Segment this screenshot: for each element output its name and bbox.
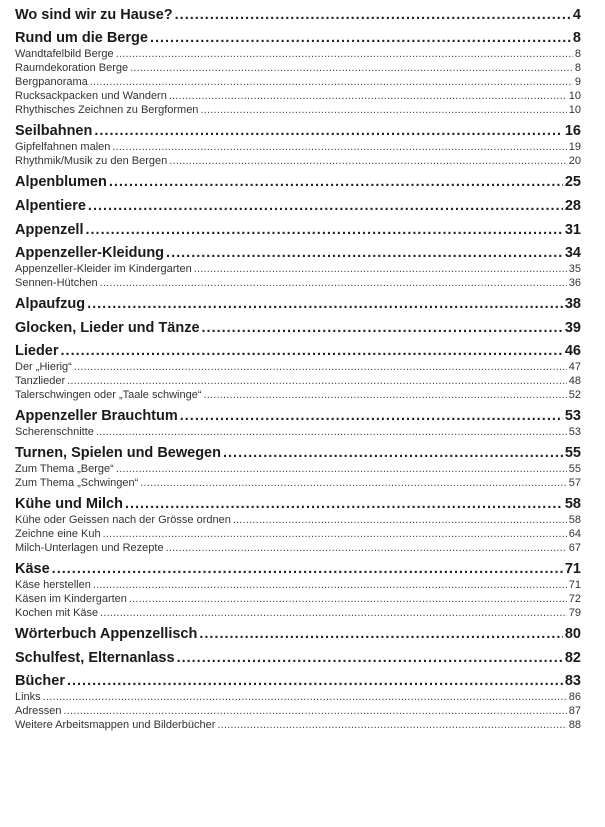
- toc-entry-page: 53: [568, 426, 581, 438]
- dot-leader: [52, 561, 563, 578]
- dot-leader: [85, 222, 562, 239]
- toc-heading-page: 83: [564, 673, 581, 689]
- toc-section: [15, 7, 581, 24]
- toc-section: [15, 445, 581, 490]
- toc-heading[interactable]: [15, 496, 581, 513]
- dot-leader: [61, 343, 563, 360]
- dot-leader: [96, 425, 567, 439]
- toc-entry[interactable]: [15, 578, 581, 592]
- toc-heading-title: Wo sind wir zu Hause?: [15, 7, 173, 23]
- dot-leader: [180, 408, 563, 425]
- dot-leader: [103, 527, 567, 541]
- toc-section: [15, 320, 581, 337]
- toc-entry[interactable]: [15, 103, 581, 117]
- toc-entry-page: 67: [568, 542, 581, 554]
- toc-heading-page: 80: [564, 626, 581, 642]
- toc-entry[interactable]: [15, 704, 581, 718]
- toc-entry-page: 8: [574, 62, 581, 74]
- toc-entry-title: Appenzeller-Kleider im Kindergarten: [15, 263, 192, 275]
- toc-heading-title: Schulfest, Elternanlass: [15, 650, 175, 666]
- toc-heading[interactable]: [15, 30, 581, 47]
- dot-leader: [202, 320, 563, 337]
- dot-leader: [125, 496, 563, 513]
- dot-leader: [223, 445, 563, 462]
- toc-entry-page: 52: [568, 389, 581, 401]
- toc-entry[interactable]: [15, 592, 581, 606]
- toc-heading-title: Käse: [15, 561, 50, 577]
- toc-entry-page: 10: [568, 90, 581, 102]
- toc-heading[interactable]: [15, 198, 581, 215]
- toc-heading-page: 4: [572, 7, 581, 23]
- toc-section: [15, 561, 581, 620]
- toc-entry-title: Sennen-Hütchen: [15, 277, 98, 289]
- toc-entry-page: 79: [568, 607, 581, 619]
- toc-heading[interactable]: [15, 296, 581, 313]
- toc-heading-title: Alpenblumen: [15, 174, 107, 190]
- toc-heading-page: 8: [572, 30, 581, 46]
- toc-entry-title: Weitere Arbeitsmappen und Bilderbücher: [15, 719, 216, 731]
- toc-entry[interactable]: [15, 89, 581, 103]
- toc-entry[interactable]: [15, 476, 581, 490]
- toc-heading-title: Appenzell: [15, 222, 84, 238]
- toc-heading-page: 53: [564, 408, 581, 424]
- dot-leader: [87, 296, 563, 313]
- toc-heading[interactable]: [15, 7, 581, 24]
- toc-entry-title: Zeichne eine Kuh: [15, 528, 101, 540]
- toc-heading-title: Glocken, Lieder und Tänze: [15, 320, 200, 336]
- toc-entry[interactable]: [15, 690, 581, 704]
- dot-leader: [203, 388, 566, 402]
- toc-entry[interactable]: [15, 718, 581, 732]
- toc-entry-title: Gipfelfahnen malen: [15, 141, 111, 153]
- toc-section: [15, 30, 581, 117]
- toc-section: [15, 408, 581, 439]
- dot-leader: [63, 704, 566, 718]
- toc-entry-title: Milch-Unterlagen und Rezepte: [15, 542, 164, 554]
- toc-section: [15, 626, 581, 643]
- toc-entry[interactable]: [15, 75, 581, 89]
- toc-heading[interactable]: [15, 222, 581, 239]
- toc-entry-title: Wandtafelbild Berge: [15, 48, 114, 60]
- toc-entry-title: Raumdekoration Berge: [15, 62, 129, 74]
- toc-entry-page: 57: [568, 477, 581, 489]
- toc-entry[interactable]: [15, 276, 581, 290]
- toc-entry-title: Rhythisches Zeichnen zu Bergformen: [15, 104, 199, 116]
- toc-section: [15, 650, 581, 667]
- toc-heading-page: 58: [564, 496, 581, 512]
- toc-heading-title: Turnen, Spielen und Bewegen: [15, 445, 221, 461]
- toc-heading[interactable]: [15, 650, 581, 667]
- toc-entry-page: 8: [574, 48, 581, 60]
- dot-leader: [129, 592, 567, 606]
- toc-entry[interactable]: [15, 606, 581, 620]
- toc-entry[interactable]: [15, 61, 581, 75]
- toc-heading-title: Wörterbuch Appenzellisch: [15, 626, 198, 642]
- dot-leader: [112, 140, 566, 154]
- dot-leader: [166, 541, 567, 555]
- dot-leader: [93, 578, 567, 592]
- toc-entry-page: 36: [568, 277, 581, 289]
- toc-section: [15, 296, 581, 313]
- toc-entry[interactable]: [15, 154, 581, 168]
- toc-section: [15, 245, 581, 290]
- dot-leader: [199, 626, 563, 643]
- toc-heading[interactable]: [15, 320, 581, 337]
- toc-entry-title: Käsen im Kindergarten: [15, 593, 127, 605]
- toc-heading-title: Kühe und Milch: [15, 496, 123, 512]
- dot-leader: [90, 75, 573, 89]
- toc-heading-title: Alpaufzug: [15, 296, 86, 312]
- dot-leader: [94, 123, 563, 140]
- toc-heading-page: 55: [564, 445, 581, 461]
- toc-entry-title: Scherenschnitte: [15, 426, 94, 438]
- dot-leader: [100, 276, 567, 290]
- toc-heading-page: 38: [564, 296, 581, 312]
- toc-entry-page: 55: [568, 463, 581, 475]
- toc-heading-title: Appenzeller Brauchtum: [15, 408, 178, 424]
- dot-leader: [116, 462, 567, 476]
- toc-entry-page: 10: [568, 104, 581, 116]
- toc-entry[interactable]: [15, 541, 581, 555]
- toc-heading[interactable]: [15, 245, 581, 262]
- toc-heading[interactable]: [15, 626, 581, 643]
- toc-heading-title: Bücher: [15, 673, 65, 689]
- toc-entry-title: Rucksackpacken und Wandern: [15, 90, 167, 102]
- toc-entry[interactable]: [15, 262, 581, 276]
- toc-entry[interactable]: [15, 462, 581, 476]
- toc-entry-page: 19: [568, 141, 581, 153]
- toc-entry-title: Adressen: [15, 705, 62, 717]
- toc-heading[interactable]: [15, 123, 581, 140]
- dot-leader: [116, 47, 573, 61]
- dot-leader: [166, 245, 563, 262]
- toc-heading[interactable]: [15, 561, 581, 578]
- toc-entry[interactable]: [15, 425, 581, 439]
- toc-section: [15, 496, 581, 555]
- dot-leader: [200, 103, 566, 117]
- toc-entry[interactable]: [15, 140, 581, 154]
- toc-entry-page: 48: [568, 375, 581, 387]
- toc-section: [15, 198, 581, 215]
- toc-heading-page: 34: [564, 245, 581, 261]
- toc-entry-title: Talerschwingen oder „Taale schwinge“: [15, 389, 202, 401]
- toc-entry-title: Tanzlieder: [15, 375, 66, 387]
- toc-section: [15, 222, 581, 239]
- toc-heading-title: Alpentiere: [15, 198, 86, 214]
- toc-heading-page: 71: [564, 561, 581, 577]
- dot-leader: [194, 262, 567, 276]
- toc-entry[interactable]: [15, 527, 581, 541]
- dot-leader: [177, 650, 563, 667]
- toc-heading-page: 25: [564, 174, 581, 190]
- dot-leader: [140, 476, 566, 490]
- toc-heading-page: 39: [564, 320, 581, 336]
- toc-entry-page: 87: [568, 705, 581, 717]
- toc-entry[interactable]: [15, 388, 581, 402]
- dot-leader: [109, 174, 563, 191]
- toc-entry-page: 72: [568, 593, 581, 605]
- dot-leader: [43, 690, 567, 704]
- toc-heading[interactable]: [15, 673, 581, 690]
- toc-entry-title: Zum Thema „Schwingen“: [15, 477, 139, 489]
- dot-leader: [67, 673, 563, 690]
- toc-entry-title: Bergpanorama: [15, 76, 88, 88]
- dot-leader: [169, 154, 567, 168]
- toc-entry-title: Kochen mit Käse: [15, 607, 99, 619]
- dot-leader: [88, 198, 563, 215]
- toc-section: [15, 123, 581, 168]
- toc-entry[interactable]: [15, 374, 581, 388]
- toc-section: [15, 343, 581, 402]
- dot-leader: [130, 61, 573, 75]
- toc-heading-page: 31: [564, 222, 581, 238]
- toc-heading-title: Lieder: [15, 343, 59, 359]
- toc-entry-page: 71: [568, 579, 581, 591]
- toc-heading[interactable]: [15, 343, 581, 360]
- toc-entry-page: 88: [568, 719, 581, 731]
- toc-heading-page: 28: [564, 198, 581, 214]
- toc-entry-title: Zum Thema „Berge“: [15, 463, 114, 475]
- toc-heading[interactable]: [15, 445, 581, 462]
- toc-entry[interactable]: [15, 513, 581, 527]
- toc-entry-page: 20: [568, 155, 581, 167]
- toc-heading-page: 16: [564, 123, 581, 139]
- toc-entry-title: Der „Hierig“: [15, 361, 72, 373]
- toc-entry-page: 47: [568, 361, 581, 373]
- toc-entry[interactable]: [15, 47, 581, 61]
- dot-leader: [67, 374, 567, 388]
- toc-heading[interactable]: [15, 408, 581, 425]
- toc-entry-title: Kühe oder Geissen nach der Grösse ordnen: [15, 514, 231, 526]
- toc-entry-title: Rhythmik/Musik zu den Bergen: [15, 155, 168, 167]
- dot-leader: [100, 606, 567, 620]
- dot-leader: [175, 7, 571, 24]
- toc-heading-title: Appenzeller-Kleidung: [15, 245, 165, 261]
- toc-section: [15, 673, 581, 732]
- toc-heading-page: 46: [564, 343, 581, 359]
- toc-heading[interactable]: [15, 174, 581, 191]
- toc-section: [15, 174, 581, 191]
- toc-entry[interactable]: [15, 360, 581, 374]
- toc-entry-page: 58: [568, 514, 581, 526]
- dot-leader: [217, 718, 566, 732]
- toc-heading-page: 82: [564, 650, 581, 666]
- toc-heading-title: Rund um die Berge: [15, 30, 148, 46]
- toc-entry-title: Links: [15, 691, 41, 703]
- toc-entry-page: 86: [568, 691, 581, 703]
- dot-leader: [150, 30, 571, 47]
- toc-entry-title: Käse herstellen: [15, 579, 91, 591]
- toc-entry-page: 64: [568, 528, 581, 540]
- toc-entry-page: 9: [574, 76, 581, 88]
- dot-leader: [74, 360, 567, 374]
- toc-entry-page: 35: [568, 263, 581, 275]
- dot-leader: [233, 513, 567, 527]
- dot-leader: [169, 89, 567, 103]
- toc-heading-title: Seilbahnen: [15, 123, 93, 139]
